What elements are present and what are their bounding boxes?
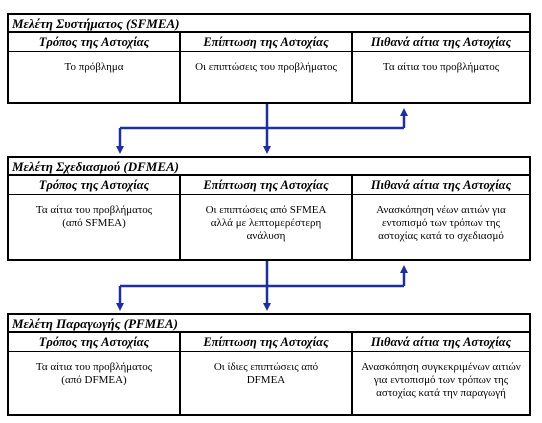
column-header: Επίπτωση της Αστοχίας (181, 333, 351, 352)
column-body: Τα αίτια του προβλήματος (από SFMEA) (35, 204, 153, 229)
column-body: Ανασκόπηση συγκεκριμένων αιτιών για εντοπισμό των τρόπων της αστοχίας κατά την παραγωγή (361, 361, 521, 399)
panel-title: Μελέτη Παραγωγής (PFMEA) (9, 315, 529, 333)
column-body: Τα αίτια του προβλήματος (382, 61, 500, 73)
column-header: Πιθανά αίτια της Αστοχίας (353, 33, 529, 52)
column-header: Τρόπος της Αστοχίας (9, 33, 179, 52)
column-body: Οι επιπτώσεις του προβλήματος (195, 61, 337, 73)
column-header: Πιθανά αίτια της Αστοχίας (353, 176, 529, 195)
column-header: Πιθανά αίτια της Αστοχίας (353, 333, 529, 352)
column-body: Οι επιπτώσεις από SFMEA αλλά με λεπτομερέστερη ανάλυση (205, 204, 327, 242)
column-header: Τρόπος της Αστοχίας (9, 333, 179, 352)
column-header: Τρόπος της Αστοχίας (9, 176, 179, 195)
arrow-sfmea-to-dfmea (120, 104, 404, 150)
column-body: Το πρόβλημα (64, 61, 124, 73)
column-header: Επίπτωση της Αστοχίας (181, 176, 351, 195)
panel-title: Μελέτη Συστήματος (SFMEA) (9, 15, 529, 33)
column-body: Τα αίτια του προβλήματος (από DFMEA) (35, 361, 153, 386)
arrow-dfmea-to-pfmea (120, 261, 404, 307)
column-body: Οι ίδιες επιπτώσεις από DFMEA (213, 361, 319, 386)
column-header: Επίπτωση της Αστοχίας (181, 33, 351, 52)
panel-title: Μελέτη Σχεδιασμού (DFMEA) (9, 158, 529, 176)
column-body: Ανασκόπηση νέων αιτιών για εντοπισμό των τρόπων της αστοχίας κατά το σχεδιασμό (376, 204, 506, 242)
